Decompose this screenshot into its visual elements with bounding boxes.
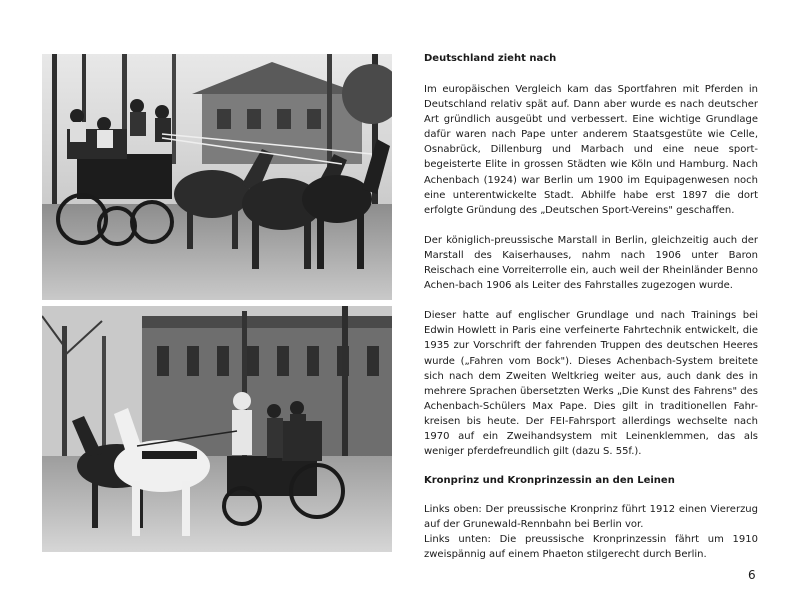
photo-caption: Links oben: Der preussische Kronprinz führt 1912 einen Viererzug auf der Grunewald-Rennbahn bei Berlin vor.	[424, 504, 758, 531]
photo-phaeton	[42, 306, 392, 552]
paragraph: Der königlich-preussische Marstall in Berlin, gleichzeitig auch der Marstall des Kaiserhauses, nahm nach 1906 unter Baron Reischach eine Vorreiterrolle ein, auch weil der Rheinländer Benno Achen-bach 1906 als Leiter des Fahrstalles zugezogen wurde.	[424, 234, 758, 292]
article-text-column	[424, 52, 758, 563]
page-number: 6	[748, 568, 756, 582]
photo-phaeton-image	[42, 306, 392, 552]
photo-four-in-hand-image	[42, 54, 392, 300]
section-heading: Deutschland zieht nach	[424, 53, 557, 64]
photo-caption: Links unten: Die preussische Kronprinzessin fährt um 1910 zweispännig auf einem Phaeton stilgerecht durch Berlin.	[424, 534, 758, 561]
paragraph: Im europäischen Vergleich kam das Sportfahren mit Pferden in Deutschland relativ spät auf. Dann aber wurde es nach deutscher Art gründlich ausgeübt und verbessert. Eine wichtige Grundlage dafür waren nach Pape unter anderem Staatsgestüte wie Celle, Osnabrück, Dillenburg und Marbach und eine neue sport-begeisterte Elite in grossen Städten wie Köln und Hamburg. Nach Achenbach (1924) war Berlin um 1900 im Equipagenwesen noch eine unterentwickelte Stadt. Abhilfe habe erst 1897 die dort erfolgte Gründung des „Deutschen Sport-Vereins" geschaffen.	[424, 84, 758, 216]
section-heading: Kronprinz und Kronprinzessin an den Leinen	[424, 475, 675, 487]
photo-four-in-hand	[42, 54, 392, 300]
paragraph: Dieser hatte auf englischer Grundlage und nach Trainings bei Edwin Howlett in Paris eine verfeinerte Fahrtechnik entwickelt, die 1935 zur Vorschrift der fahrenden Truppen des deutschen Heeres wurde („Fahren vom Bock"). Dieses Achenbach-System breitete sich nach dem Zweiten Weltkrieg weiter aus, auch dank des in mehrere Sprachen übersetzten Werks „Die Kunst des Fahrens" des Achenbach-Schülers Max Pape. Dies gilt in traditionellen Fahr-kreisen bis heute. Der FEI-Fahrsport allerdings wechselte nach 1970 auf ein Zweihandsystem mit Leinenklemmen, das als weniger pferdefreundlich gilt (dazu S. 55f.).	[424, 310, 758, 458]
